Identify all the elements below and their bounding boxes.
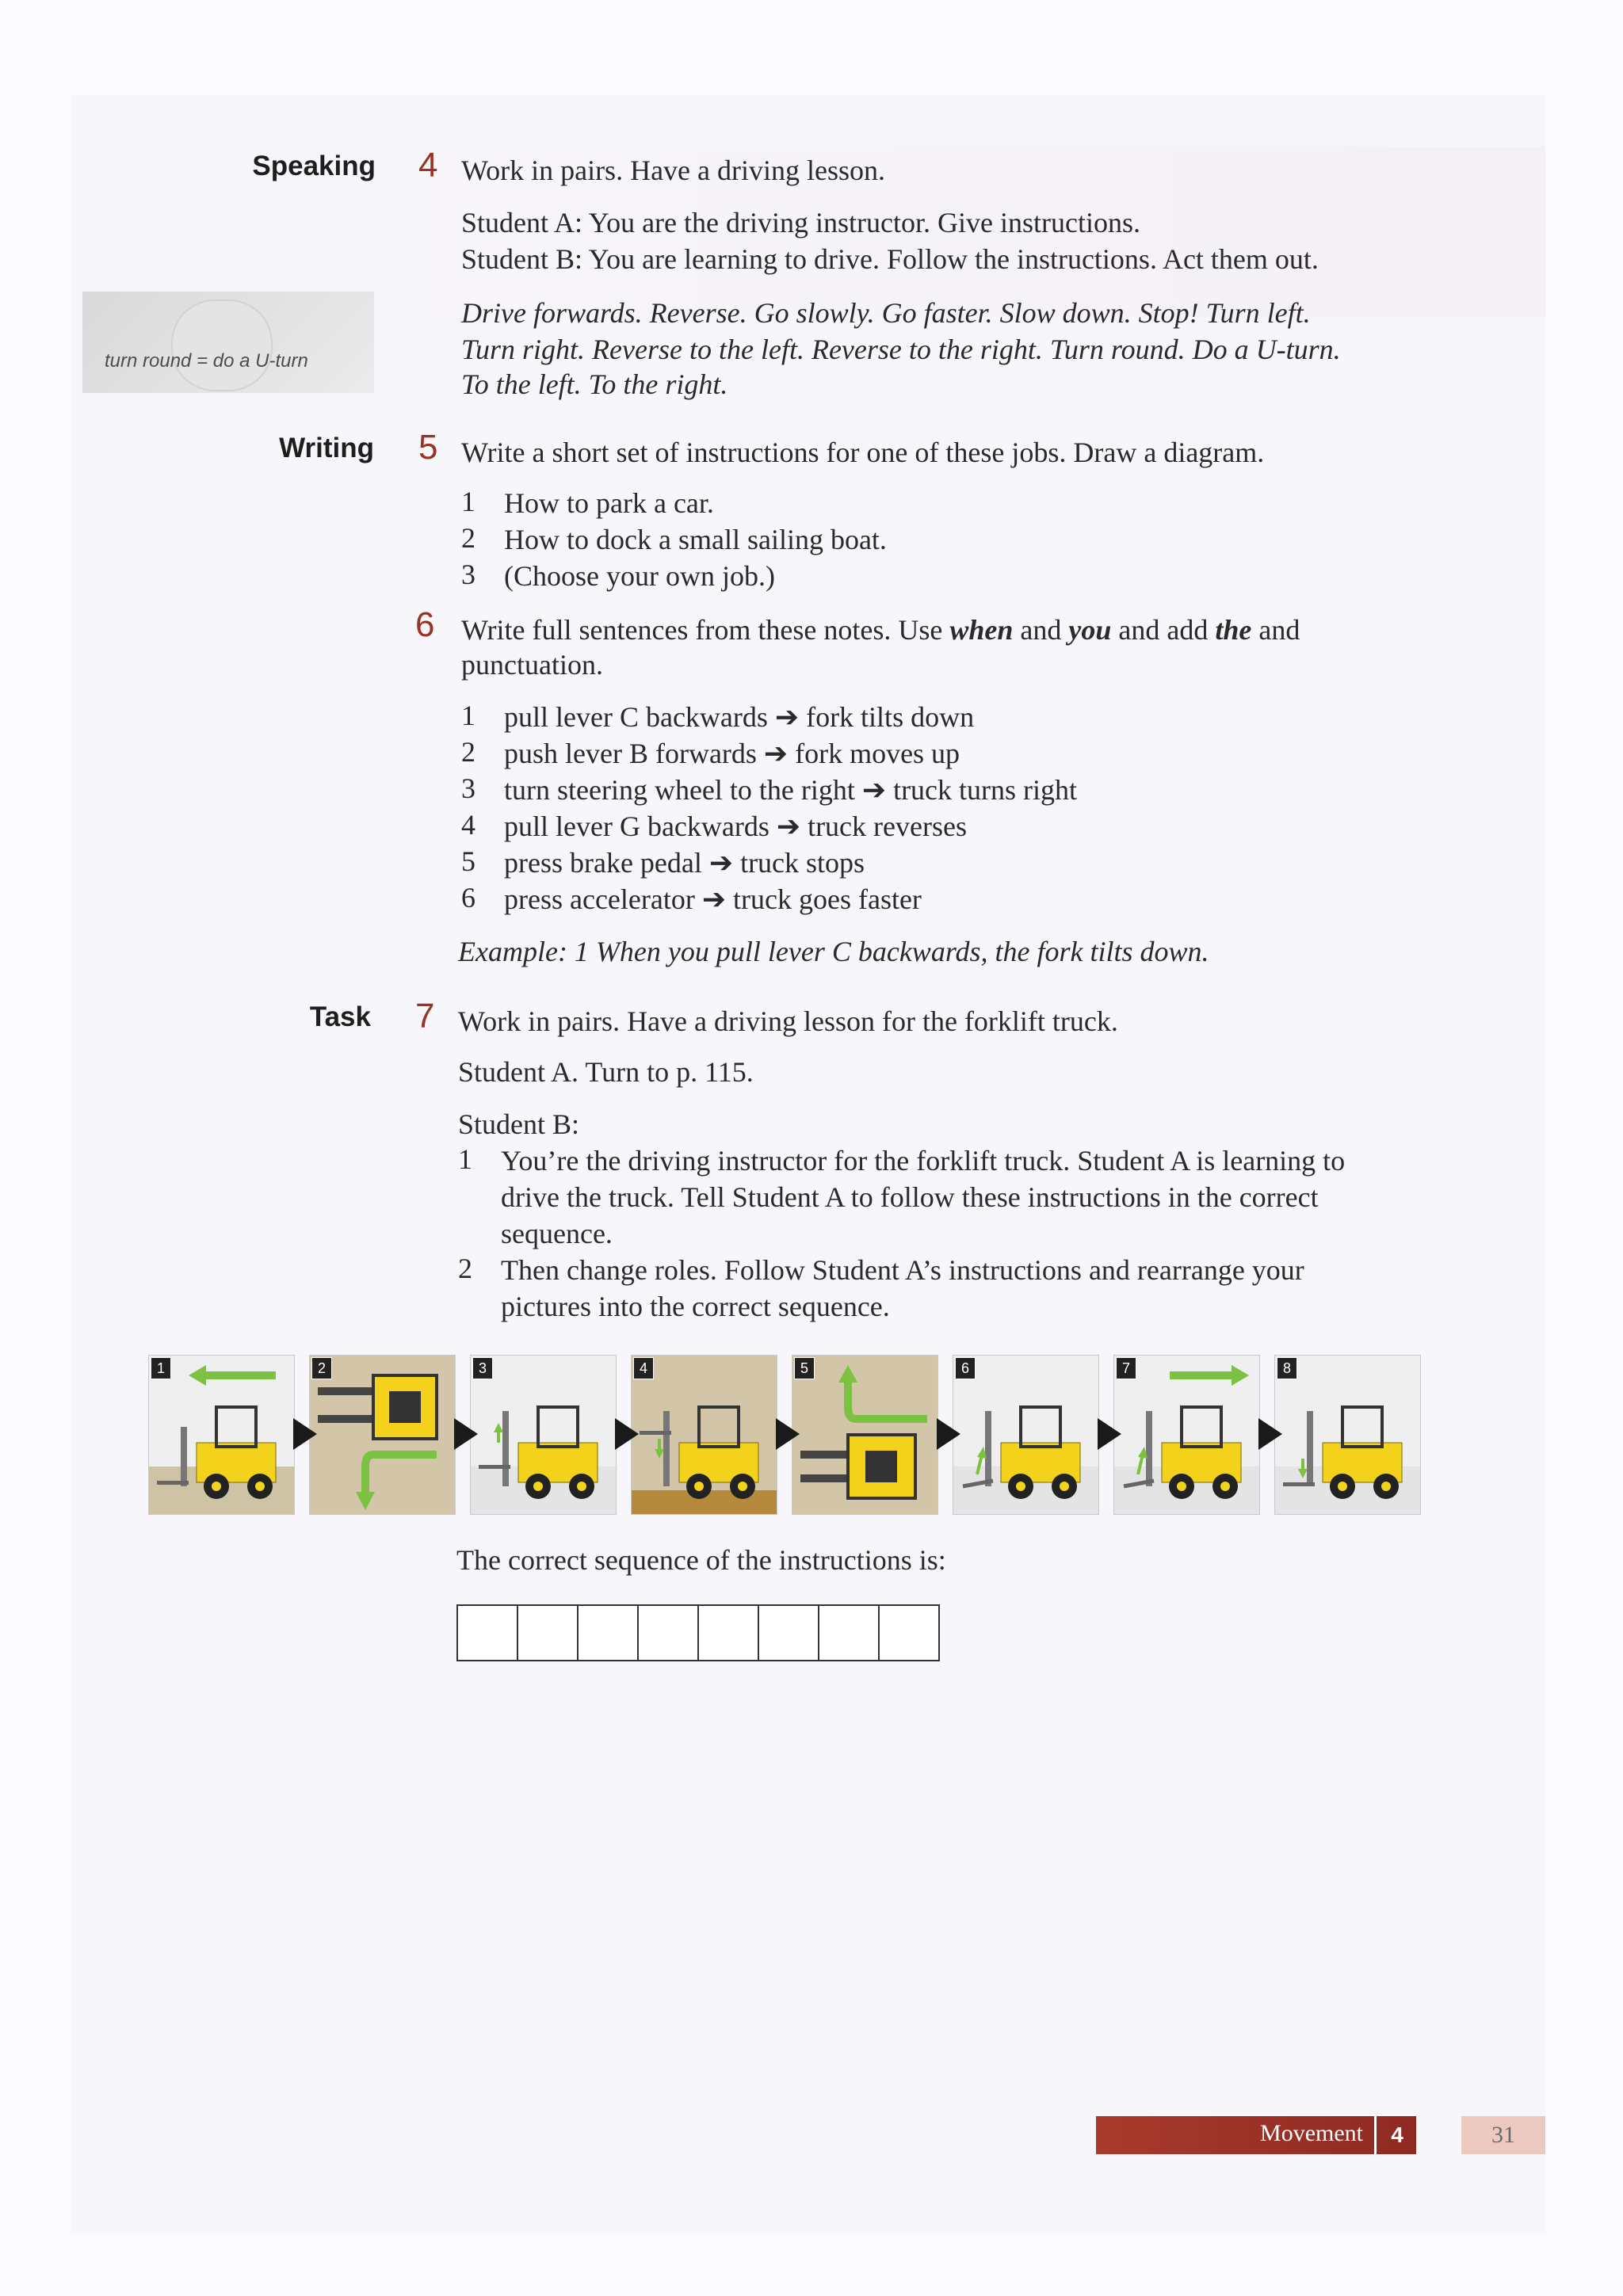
student-b-role: Student B: You are learning to drive. Follow the instructions. Act them out. — [461, 243, 1319, 275]
sequence-arrow-icon — [454, 1418, 478, 1450]
forklift-fork-up-icon — [471, 1356, 616, 1514]
vocab-note-text: turn round = do a U-turn — [105, 350, 308, 372]
sequence-arrow-icon — [1258, 1418, 1282, 1450]
exercise-6-example: Example: 1 When you pull lever C backwards, the fork tilts down. — [458, 936, 1209, 967]
sequence-arrow-icon — [1098, 1418, 1121, 1450]
picture-number-badge: 4 — [633, 1357, 654, 1379]
exercise-number-5: 5 — [418, 428, 438, 467]
forklift-picture-strip — [148, 1355, 1424, 1521]
exercise-number-4: 4 — [418, 146, 438, 185]
list-number: 1 — [458, 1143, 472, 1175]
student-a-role: Student A: You are the driving instructor. Give instructions. — [461, 207, 1140, 238]
sequence-answer-boxes — [456, 1604, 940, 1661]
forklift-picture[interactable] — [953, 1355, 1099, 1515]
list-number: 5 — [461, 845, 475, 877]
unit-title: Movement — [1260, 2120, 1363, 2146]
sequence-prompt: The correct sequence of the instructions is: — [456, 1544, 946, 1576]
driving-phrases-line: Drive forwards. Reverse. Go slowly. Go faster. Slow down. Stop! Turn left. — [461, 297, 1311, 329]
picture-number-badge: 6 — [955, 1357, 976, 1379]
exercise-number-6: 6 — [415, 605, 435, 644]
forklift-picture[interactable] — [1113, 1355, 1260, 1515]
picture-number-badge: 7 — [1116, 1357, 1136, 1379]
note-item: press accelerator ➔ truck goes faster — [504, 883, 922, 915]
forklift-picture[interactable] — [631, 1355, 777, 1515]
sequence-arrow-icon — [615, 1418, 639, 1450]
note-item: pull lever C backwards ➔ fork tilts down — [504, 701, 975, 733]
driving-phrases-line: Turn right. Reverse to the left. Reverse to the right. Turn round. Do a U-turn. — [461, 334, 1341, 365]
picture-number-badge: 8 — [1277, 1357, 1297, 1379]
list-number: 2 — [461, 736, 475, 768]
note-item: pull lever G backwards ➔ truck reverses — [504, 810, 967, 842]
section-label-speaking: Speaking — [252, 151, 376, 181]
arrow-right-icon: ➔ — [774, 701, 800, 733]
section-label-task: Task — [309, 1001, 371, 1032]
list-item: How to dock a small sailing boat. — [504, 524, 887, 555]
sequence-answer-cell[interactable] — [819, 1606, 880, 1660]
list-number: 6 — [461, 882, 475, 913]
picture-number-badge: 1 — [151, 1357, 171, 1379]
arrow-right-icon: ➔ — [701, 883, 727, 915]
exercise-number-7: 7 — [415, 997, 435, 1035]
sequence-answer-cell[interactable] — [759, 1606, 819, 1660]
arrow-right-icon: ➔ — [861, 774, 887, 806]
list-number: 1 — [461, 486, 475, 517]
step-line: pictures into the correct sequence. — [501, 1291, 890, 1322]
forklift-picture[interactable] — [148, 1355, 295, 1515]
u-turn-sign-icon — [171, 299, 273, 391]
exercise-7-instruction: Work in pairs. Have a driving lesson for the forklift truck. — [458, 1005, 1118, 1037]
exercise-4-instruction: Work in pairs. Have a driving lesson. — [461, 154, 885, 186]
forklift-forward-right-icon — [1114, 1356, 1259, 1514]
student-b-heading: Student B: — [458, 1108, 580, 1140]
arrow-right-icon: ➔ — [708, 847, 734, 879]
exercise-6-instruction-cont: punctuation. — [461, 649, 603, 681]
list-item: (Choose your own job.) — [504, 560, 775, 592]
student-a-instruction: Student A. Turn to p. 115. — [458, 1056, 754, 1088]
note-item: push lever B forwards ➔ fork moves up — [504, 738, 960, 769]
picture-number-badge: 5 — [794, 1357, 815, 1379]
forklift-lower-icon — [1275, 1356, 1420, 1514]
step-line: You’re the driving instructor for the forklift truck. Student A is learning to — [501, 1145, 1346, 1177]
list-number: 2 — [458, 1253, 472, 1284]
arrow-right-icon: ➔ — [763, 738, 789, 769]
vocab-note-box — [82, 292, 374, 393]
arrow-right-icon: ➔ — [776, 810, 801, 842]
unit-number: 4 — [1374, 2116, 1418, 2154]
driving-phrases-line: To the left. To the right. — [461, 368, 728, 400]
list-number: 3 — [461, 559, 475, 590]
step-line: drive the truck. Tell Student A to follow these instructions in the correct — [501, 1181, 1319, 1213]
forklift-top-view-icon — [310, 1356, 455, 1514]
list-number: 3 — [461, 772, 475, 804]
sequence-answer-cell[interactable] — [699, 1606, 759, 1660]
list-item: How to park a car. — [504, 487, 714, 519]
step-line: sequence. — [501, 1218, 613, 1249]
list-number: 2 — [461, 522, 475, 554]
forklift-picture[interactable] — [470, 1355, 617, 1515]
note-item: press brake pedal ➔ truck stops — [504, 847, 865, 879]
forklift-top-view-turn-icon — [792, 1356, 938, 1514]
step-line: Then change roles. Follow Student A’s instructions and rearrange your — [501, 1254, 1304, 1286]
picture-number-badge: 3 — [472, 1357, 493, 1379]
forklift-picture[interactable] — [792, 1355, 938, 1515]
forklift-picture[interactable] — [1274, 1355, 1421, 1515]
exercise-5-instruction: Write a short set of instructions for one of these jobs. Draw a diagram. — [461, 437, 1265, 468]
picture-number-badge: 2 — [311, 1357, 332, 1379]
sequence-arrow-icon — [293, 1418, 317, 1450]
sequence-answer-cell[interactable] — [518, 1606, 579, 1660]
sequence-arrow-icon — [937, 1418, 960, 1450]
forklift-fork-down-icon — [632, 1356, 777, 1514]
forklift-forward-left-icon — [149, 1356, 294, 1514]
section-label-writing: Writing — [279, 433, 374, 463]
sequence-answer-cell[interactable] — [579, 1606, 639, 1660]
forklift-tilt-icon — [953, 1356, 1098, 1514]
sequence-answer-cell[interactable] — [880, 1606, 938, 1660]
sequence-answer-cell[interactable] — [458, 1606, 518, 1660]
page-number: 31 — [1461, 2116, 1545, 2154]
list-number: 1 — [461, 700, 475, 731]
forklift-picture[interactable] — [309, 1355, 456, 1515]
exercise-6-instruction: Write full sentences from these notes. Use when and you and add the and — [461, 614, 1300, 646]
sequence-arrow-icon — [776, 1418, 800, 1450]
list-number: 4 — [461, 809, 475, 841]
sequence-answer-cell[interactable] — [639, 1606, 699, 1660]
note-item: turn steering wheel to the right ➔ truck turns right — [504, 774, 1078, 806]
